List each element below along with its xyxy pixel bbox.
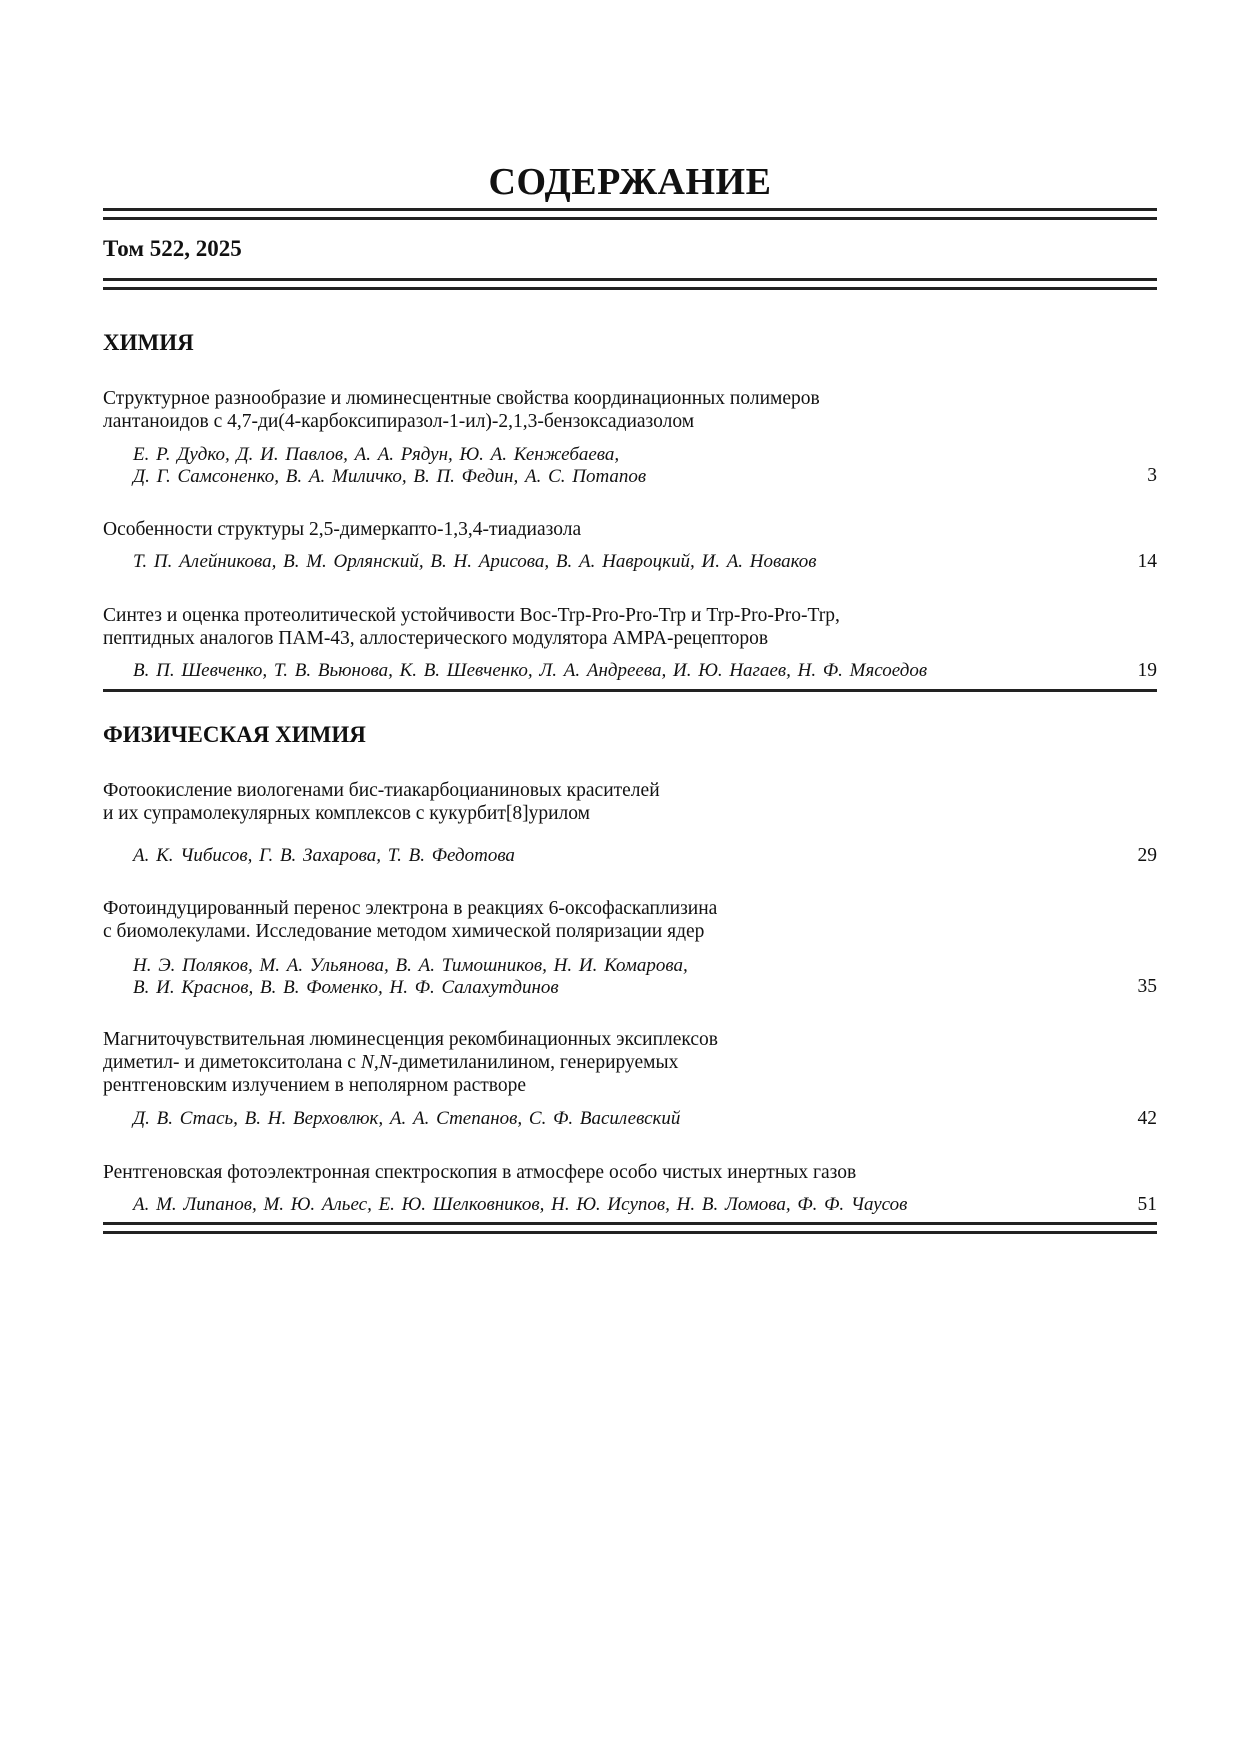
article-title — [103, 604, 840, 650]
divider — [103, 689, 1157, 692]
title-line: Синтез и оценка протеолитической устойчивости Boc-Trp-Pro-Pro-Trp и Trp-Pro-Pro-Trp, — [103, 605, 840, 626]
page-number: 29 — [1137, 845, 1157, 866]
title-line: Структурное разнообразие и люминесцентные свойства координационных полимеров — [103, 388, 820, 409]
page-number: 19 — [1137, 660, 1157, 681]
authors-line: А. М. Липанов, М. Ю. Альес, Е. Ю. Шелковников, Н. Ю. Исупов, Н. В. Ломова, Ф. Ф. Чаусов — [133, 1194, 908, 1215]
title-line: Рентгеновская фотоэлектронная спектроскопия в атмосфере особо чистых инертных газов — [103, 1162, 857, 1183]
authors-line: Д. В. Стась, В. Н. Верховлюк, А. А. Степанов, С. Ф. Василевский — [133, 1108, 681, 1129]
authors-line: Е. Р. Дудко, Д. И. Павлов, А. А. Рядун, Ю. А. Кенжебаева, — [133, 444, 620, 465]
title-line: с биомолекулами. Исследование методом химической поляризации ядер — [103, 921, 705, 942]
authors-line: Д. Г. Самсоненко, В. А. Миличко, В. П. Федин, А. С. Потапов — [133, 466, 647, 487]
divider — [103, 217, 1157, 220]
page-number: 42 — [1137, 1108, 1157, 1129]
article-authors — [133, 444, 646, 488]
authors-line: В. П. Шевченко, Т. В. Вьюнова, К. В. Шевченко, Л. А. Андреева, И. Ю. Нагаев, Н. Ф. Мясоедов — [133, 660, 928, 681]
article-title — [103, 779, 660, 825]
title-fragment: -диметиланилином, генерируемых — [391, 1052, 679, 1073]
article-title — [103, 1161, 856, 1184]
authors-line: Т. П. Алейникова, В. М. Орлянский, В. Н. Арисова, В. А. Навроцкий, И. А. Новаков — [133, 551, 817, 572]
page-number: 51 — [1137, 1194, 1157, 1215]
article-title — [103, 897, 717, 943]
title-line: Фотоокисление виологенами бис-тиакарбоцианиновых красителей — [103, 780, 660, 801]
article-authors — [133, 660, 927, 682]
section-heading-chemistry: ХИМИЯ — [103, 330, 194, 355]
page-number: 35 — [1137, 976, 1157, 997]
title-line — [103, 1051, 718, 1074]
title-line: Особенности структуры 2,5-димеркапто-1,3,4-тиадиазола — [103, 519, 582, 540]
article-authors — [133, 1108, 680, 1130]
page-number: 3 — [1147, 465, 1157, 486]
divider — [103, 278, 1157, 281]
title-line: и их супрамолекулярных комплексов с кукурбит[8]урилом — [103, 803, 590, 824]
divider — [103, 208, 1157, 211]
article-authors — [133, 845, 515, 867]
authors-line: В. И. Краснов, В. В. Фоменко, Н. Ф. Салахутдинов — [133, 977, 559, 998]
authors-line: А. К. Чибисов, Г. В. Захарова, Т. В. Федотова — [133, 845, 515, 866]
title-line: Магниточувствительная люминесценция рекомбинационных эксиплексов — [103, 1029, 719, 1050]
title-fragment-italic: N,N — [360, 1052, 392, 1073]
title-fragment: диметил- и диметокситолана с — [103, 1052, 361, 1073]
section-heading-physical-chemistry: ФИЗИЧЕСКАЯ ХИМИЯ — [103, 722, 366, 747]
title-line: Фотоиндуцированный перенос электрона в реакциях 6-оксофаскаплизина — [103, 898, 718, 919]
article-title — [103, 1028, 718, 1097]
authors-line: Н. Э. Поляков, М. А. Ульянова, В. А. Тимошников, Н. И. Комарова, — [133, 955, 688, 976]
title-line: пептидных аналогов ПАМ-43, аллостерического модулятора AMPA-рецепторов — [103, 628, 769, 649]
article-authors — [133, 1194, 907, 1216]
page-title: СОДЕРЖАНИЕ — [488, 161, 772, 203]
title-line: рентгеновским излучением в неполярном растворе — [103, 1075, 527, 1096]
article-title — [103, 387, 820, 433]
divider — [103, 287, 1157, 290]
article-authors — [133, 955, 688, 999]
divider — [103, 1222, 1157, 1225]
title-line: лантаноидов с 4,7-ди(4-карбоксипиразол-1-ил)-2,1,3-бензоксадиазолом — [103, 411, 695, 432]
divider — [103, 1231, 1157, 1234]
volume-label: Том 522, 2025 — [103, 236, 242, 261]
article-title — [103, 518, 581, 541]
article-authors — [133, 551, 817, 573]
page-number: 14 — [1137, 551, 1157, 572]
